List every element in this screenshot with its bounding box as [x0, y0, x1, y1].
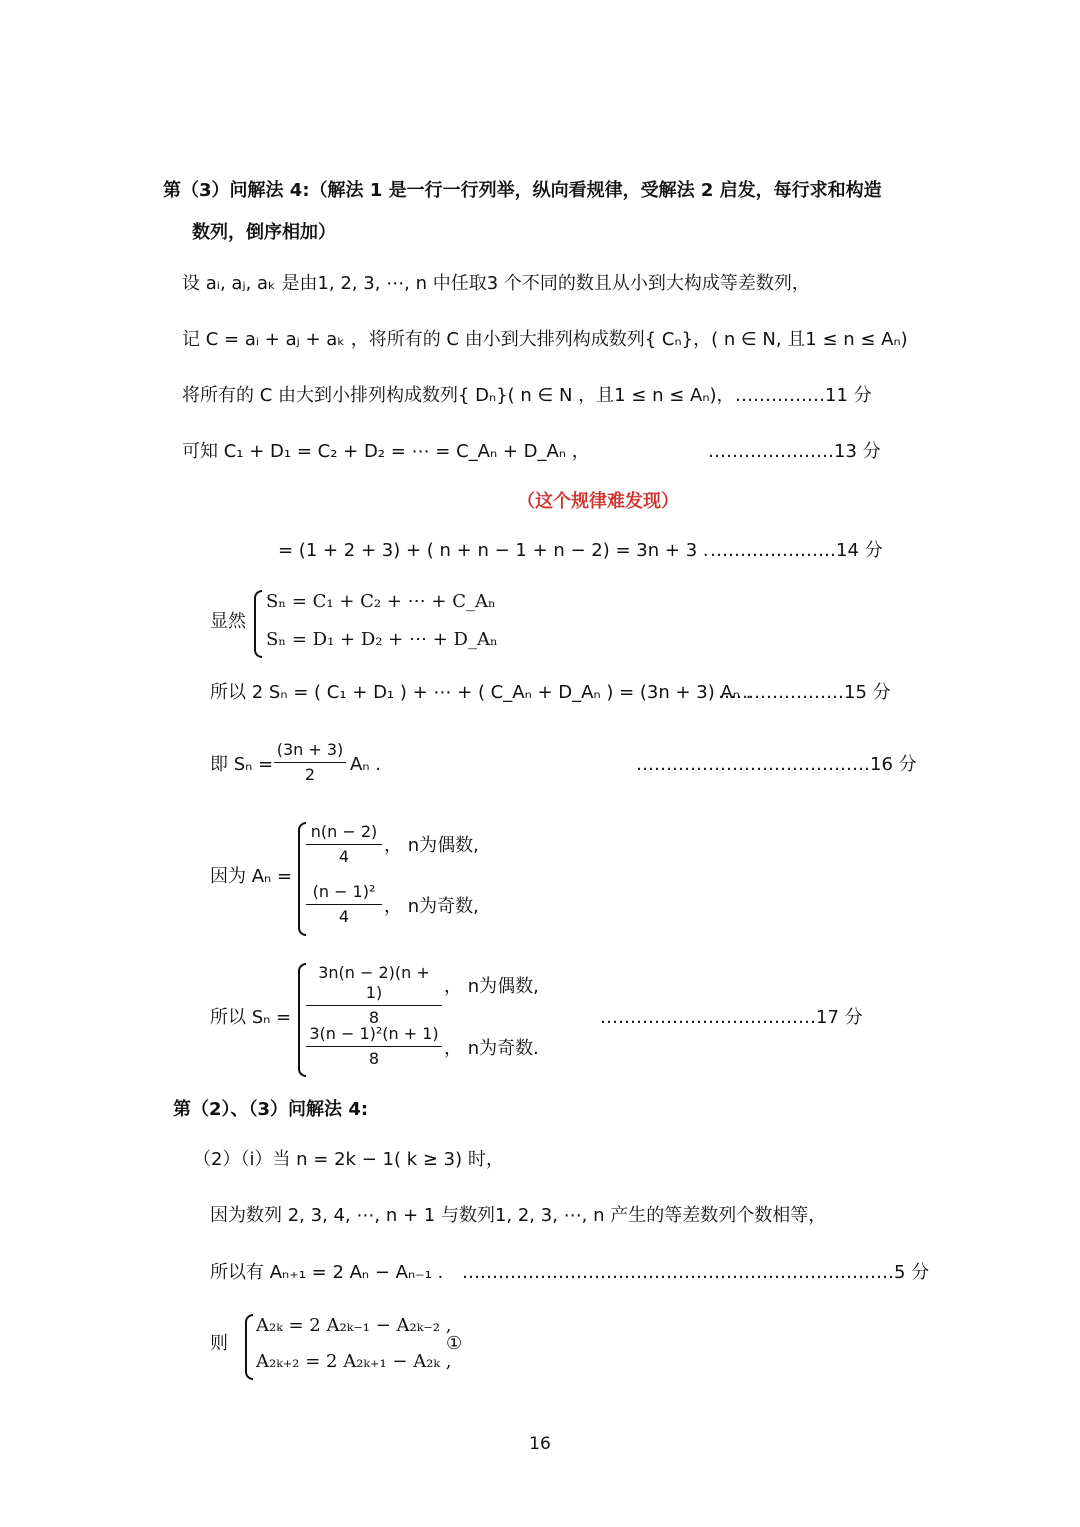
- score-15: …………………15 分: [718, 682, 891, 703]
- heading-line-2: 数列，倒序相加）: [192, 222, 336, 243]
- left-brace: [298, 963, 306, 1077]
- ie-prefix: 即 Sₙ =: [210, 754, 274, 775]
- left-brace: [254, 590, 262, 658]
- s-odd-denominator: 8: [368, 1049, 380, 1068]
- sys-s2: Sₙ = D₁ + D₂ + ⋯ + D_Aₙ: [266, 629, 498, 650]
- obviously-label: 显然: [210, 611, 246, 632]
- s-even-denominator: 8: [368, 1008, 380, 1027]
- ie-fraction: [274, 740, 346, 785]
- a-even-denominator: 4: [338, 847, 350, 866]
- sys-a1: A₂ₖ = 2 A₂ₖ₋₁ − A₂ₖ₋₂ ,: [256, 1315, 452, 1336]
- then-label: 则: [210, 1333, 228, 1354]
- because-prefix: 因为 Aₙ =: [210, 866, 293, 887]
- ie-denominator: 2: [304, 765, 316, 784]
- so-recur-line: 所以有 Aₙ₊₁ = 2 Aₙ − Aₙ₋₁ .: [210, 1262, 444, 1283]
- red-note: （这个规律难发现）: [517, 491, 679, 512]
- part2-case-line: （2）（i）当 n = 2k − 1( k ≥ 3) 时，: [193, 1149, 504, 1170]
- heading-2: 第（2）、（3）问解法 4:: [173, 1099, 369, 1120]
- so-s-prefix: 所以 Sₙ =: [210, 1007, 292, 1028]
- because-seq-line: 因为数列 2, 3, 4, ⋯, n + 1 与数列1, 2, 3, ⋯, n 产生的等差数列个数相等，: [210, 1205, 827, 1226]
- a-even-fraction: [306, 822, 382, 867]
- a-odd-condition: ， n为奇数,: [384, 896, 479, 917]
- score-11: ……………11 分: [735, 385, 872, 406]
- heading-line-1: 第（3）问解法 4:（解法 1 是一行一行列举，纵向看规律，受解法 2 启发，每行求和构造: [163, 180, 882, 201]
- sys-s1: Sₙ = C₁ + C₂ + ⋯ + C_Aₙ: [266, 591, 496, 612]
- s-odd-condition: ， n为奇数.: [444, 1038, 539, 1059]
- set-terms-line: 设 aᵢ, aⱼ, aₖ 是由1, 2, 3, ⋯, n 中任取3 个不同的数且从小到大构成等差数列，: [182, 273, 810, 294]
- fraction-bar: [306, 1046, 442, 1047]
- ie-suffix: Aₙ .: [350, 754, 381, 775]
- fraction-bar: [306, 1005, 442, 1006]
- score-5: ………………………………………………………………5 分: [462, 1262, 930, 1283]
- a-odd-denominator: 4: [338, 907, 350, 926]
- s-even-numerator: 3n(n − 2)(n + 1): [318, 963, 430, 1002]
- define-d-line: 将所有的 C 由大到小排列构成数列{ Dₙ}( n ∈ N ，且1 ≤ n ≤ Aₙ)，: [182, 385, 735, 406]
- a-even-condition: ， n为偶数,: [384, 835, 479, 856]
- score-14: …………………14 分: [710, 540, 883, 561]
- define-c-line: 记 C = aᵢ + aⱼ + aₖ ，将所有的 C 由小到大排列构成数列{ Cₙ}，( n ∈ N, 且1 ≤ n ≤ Aₙ): [182, 329, 908, 350]
- sum-value-line: = (1 + 2 + 3) + ( n + n − 1 + n − 2) = 3n + 3 .: [278, 540, 709, 561]
- score-13: …………………13 分: [708, 441, 881, 462]
- sys-a2: A₂ₖ₊₂ = 2 A₂ₖ₊₁ − A₂ₖ ,: [256, 1351, 452, 1372]
- circled-one: ①: [446, 1333, 463, 1354]
- fraction-bar: [306, 844, 382, 845]
- so-2s-line: 所以 2 Sₙ = ( C₁ + D₁ ) + ⋯ + ( C_Aₙ + D_Aₙ ) = (3n + 3) Aₙ .: [210, 682, 752, 703]
- fraction-bar: [306, 904, 382, 905]
- s-odd-fraction: [306, 1024, 442, 1069]
- a-odd-numerator: (n − 1)²: [312, 882, 376, 901]
- fraction-bar: [274, 762, 346, 763]
- s-even-condition: ， n为偶数,: [444, 976, 539, 997]
- observe-line: 可知 C₁ + D₁ = C₂ + D₂ = ⋯ = C_Aₙ + D_Aₙ ，: [182, 441, 590, 462]
- a-even-numerator: n(n − 2): [310, 822, 378, 841]
- left-brace: [298, 822, 306, 936]
- left-brace: [245, 1314, 253, 1380]
- page-number: 16: [529, 1434, 551, 1454]
- score-17: ………………………………17 分: [600, 1007, 863, 1028]
- s-odd-numerator: 3(n − 1)²(n + 1): [309, 1024, 439, 1043]
- ie-numerator: (3n + 3): [276, 740, 344, 759]
- a-odd-fraction: [306, 882, 382, 927]
- s-even-fraction: [306, 963, 442, 1028]
- score-16: …………………………………16 分: [636, 754, 917, 775]
